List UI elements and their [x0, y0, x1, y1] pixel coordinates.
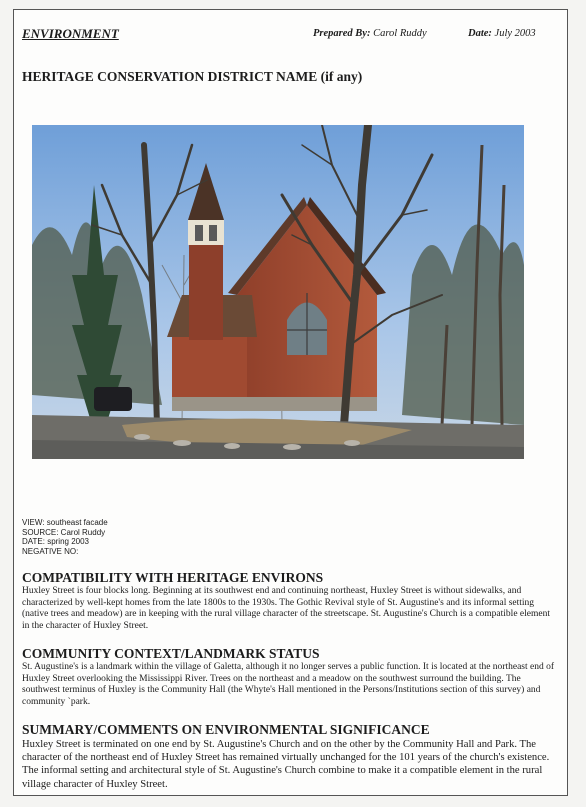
summary-heading: SUMMARY/COMMENTS ON ENVIRONMENTAL SIGNIFICANCE	[22, 722, 430, 737]
summary-text: Huxley Street is terminated on one end by St. Augustine's Church and on the other by the Community Hall and Park. The character of the northeast end of Huxley Street has remained virtually unchanged for the 101 years of the church's existence. The informal setting and architectural style of St. Augustine's Church combine to make it a compatible element in the rural village character of Huxley Street.	[22, 739, 550, 790]
photo-metadata	[22, 518, 108, 556]
form-date	[468, 28, 536, 39]
church-photo	[32, 125, 524, 459]
community-context-text: St. Augustine's is a landmark within the village of Galetta, although it no longer serves a public function. It is located at the northeast end of Huxley Street overlooking the Mississippi River. Trees on the northeast and a meadow on the southwest surround the building. The southwest terminus of Huxley is the Community Hall (the Whyte's Hall mentioned in the Persons/Institutions section of this survey) and community `park.	[22, 662, 555, 707]
photo-negative-number: NEGATIVE NO:	[22, 546, 79, 556]
community-context-heading: COMMUNITY CONTEXT/LANDMARK STATUS	[22, 646, 320, 661]
photo-view: VIEW: southeast facade	[22, 518, 108, 527]
prepared-by	[313, 28, 427, 39]
compatibility-heading: COMPATIBILITY WITH HERITAGE ENVIRONS	[22, 570, 324, 585]
inventory-form-page	[13, 9, 568, 796]
prepared-by-label: Prepared By:	[313, 28, 371, 39]
photo-date: DATE: spring 2003	[22, 537, 89, 546]
date-value: July 2003	[494, 28, 536, 39]
prepared-by-value: Carol Ruddy	[373, 28, 427, 39]
date-label: Date:	[468, 28, 492, 39]
photo-source: SOURCE: Carol Ruddy	[22, 527, 106, 537]
compatibility-text: Huxley Street is four blocks long. Beginning at its southwest end and continuing northeast, Huxley Street is without sidewalks, and characterized by well-kept homes from the late 1800s to the 1930s. The Gothic Revival style of St. Augustine's and its informal setting (native trees and meadow) are in keeping with the rural village character of the streetscape. St. Augustine's Church is a compatible element in the character of Huxley Street.	[22, 586, 550, 631]
section-label: ENVIRONMENT	[22, 26, 119, 41]
district-name-heading: HERITAGE CONSERVATION DISTRICT NAME (if any)	[22, 69, 363, 84]
